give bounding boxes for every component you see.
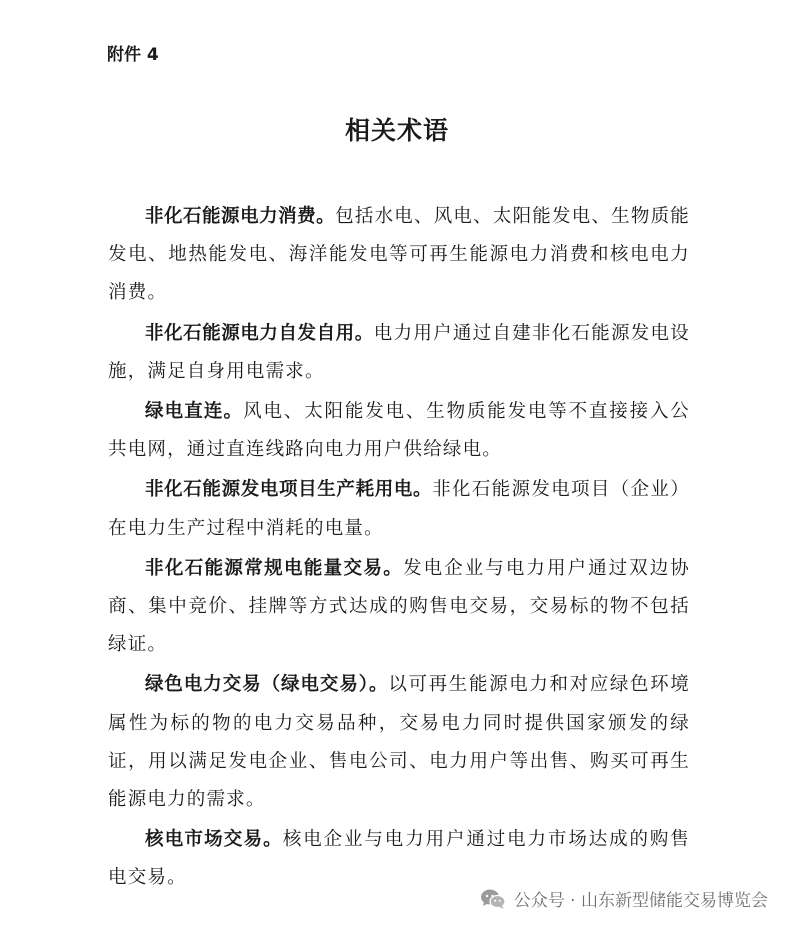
term-entry <box>108 393 690 469</box>
term-definition: 包括水电、风电、太阳能发电、生物质能发电、地热能发电、海洋能发电等可再生能源电力消费和核电电力消费。 <box>108 206 690 304</box>
term-definition: 电力用户通过自建非化石能源发电设施，满足自身用电需求。 <box>108 322 690 382</box>
term-name: 非化石能源电力消费。 <box>145 206 336 227</box>
term-name: 非化石能源电力自发自用。 <box>145 322 374 344</box>
term-definition: 以可再生能源电力和对应绿色环境属性为标的物的电力交易品种，交易电力同时提供国家颁发的绿证，用以满足发电企业、售电公司、电力用户等出售、购买可再生能源电力的需求。 <box>108 674 690 811</box>
term-name: 非化石能源发电项目生产耗用电。 <box>145 479 433 501</box>
watermark <box>480 886 768 911</box>
terms-list <box>108 198 690 900</box>
term-definition: 发电企业与电力用户通过双边协商、集中竞价、挂牌等方式达成的购售电交易，交易标的物不包括绿证。 <box>108 557 690 656</box>
term-entry <box>108 666 690 819</box>
term-definition: 风电、太阳能发电、生物质能发电等不直接接入公共电网，通过直连线路向电力用户供给绿电。 <box>108 401 690 461</box>
attachment-label: 附件 4 <box>107 45 159 65</box>
term-entry <box>108 315 690 391</box>
term-entry <box>108 550 690 665</box>
term-name: 绿色电力交易（绿电交易）。 <box>145 674 389 696</box>
term-name: 绿电直连。 <box>145 401 244 423</box>
watermark-text: 公众号 · 山东新型储能交易博览会 <box>513 891 768 911</box>
term-definition: 非化石能源发电项目（企业）在电力生产过程中消耗的电量。 <box>108 479 690 539</box>
term-entry <box>108 471 690 547</box>
document-title: 相关术语 <box>344 116 449 145</box>
term-entry <box>108 198 690 313</box>
term-definition: 核电企业与电力用户通过电力市场达成的购售电交易。 <box>108 829 690 889</box>
wechat-icon <box>480 888 506 910</box>
term-name: 非化石能源常规电能量交易。 <box>145 557 404 579</box>
term-name: 核电市场交易。 <box>145 829 283 851</box>
